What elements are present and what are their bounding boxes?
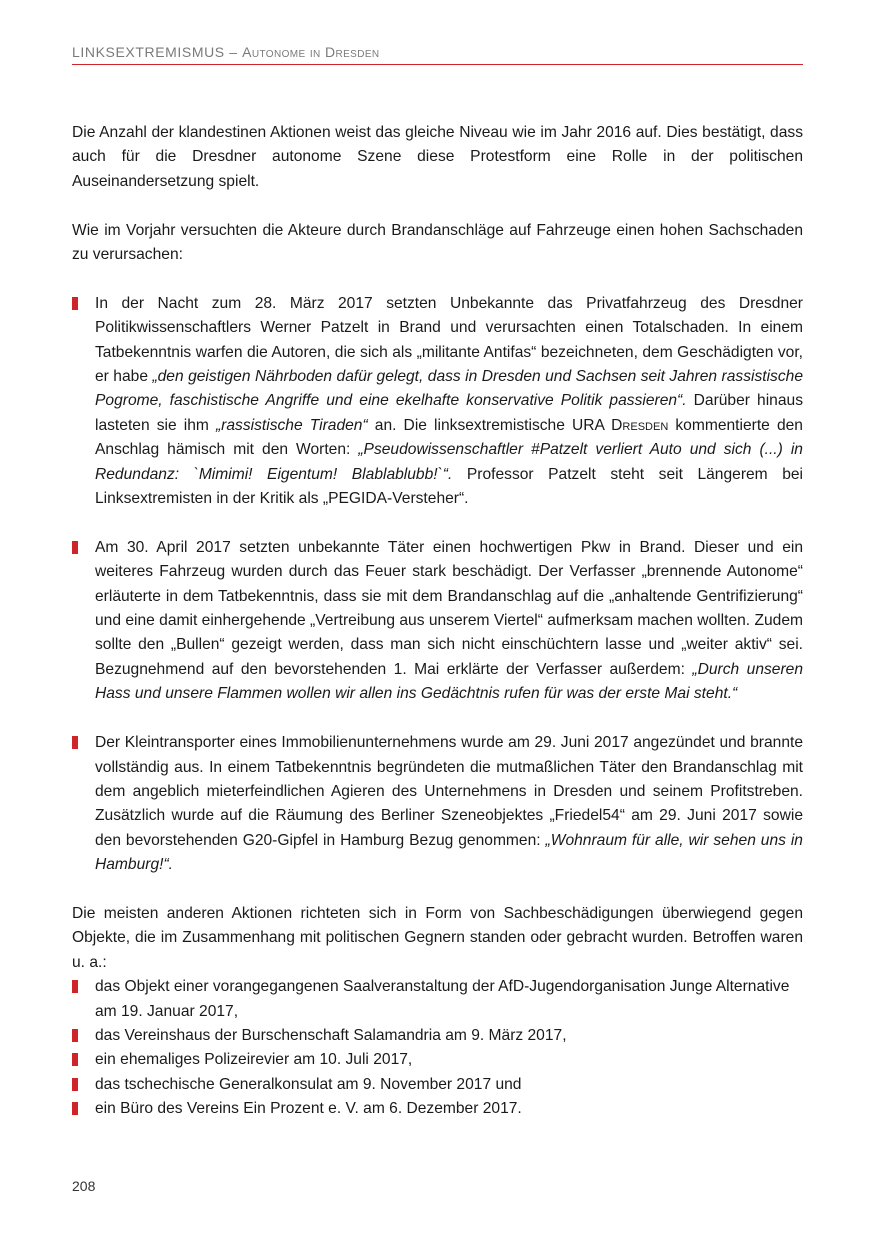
bullet-marker bbox=[72, 736, 78, 749]
incident-text: Am 30. April 2017 setzten unbekannte Täter einen hochwertigen Pkw in Brand. Dieser und ein weiteres Fahrzeug wurden durch das Feuer stark beschädigt. Der Verfasser „brennende Autonome“ erläuterte in dem Tatbekenntnis, dass sie mit dem Brandanschlag auf die „anhaltende Gentrifizierung“ und eine damit einhergehende „Vertreibung aus unserem Viertel“ aufmerksam machen wollten. Zudem sollte den „Bullen“ gezeigt werden, dass man sich nicht einschüchtern lasse und „weiter aktiv“ sei. Bezugnehmend auf den bevorstehenden 1. Mai erklärte der Verfasser außerdem: bbox=[95, 538, 803, 678]
incident-quote: „Durch unseren Hass und unsere Flammen wollen wir allen ins Gedächtnis rufen für was der erste Mai steht.“ bbox=[95, 660, 803, 703]
target-item bbox=[72, 1073, 803, 1097]
bullet-marker bbox=[72, 1102, 78, 1115]
incident-quote: „rassistische Tiraden“ bbox=[215, 416, 368, 434]
lead-paragraph: Wie im Vorjahr versuchten die Akteure durch Brandanschläge auf Fahrzeuge einen hohen Sachschaden zu verursachen: bbox=[72, 221, 803, 264]
intro-paragraph: Die Anzahl der klandestinen Aktionen weist das gleiche Niveau wie im Jahr 2016 auf. Dies bestätigt, dass auch für die Dresdner autonome Szene diese Protestform eine Rolle in der politischen Auseinandersetzung spielt. bbox=[72, 124, 803, 190]
target-text: das Objekt einer vorangegangenen Saalveranstaltung der AfD-Jugendorganisation Junge Alternative am 19. Januar 2017, bbox=[95, 978, 790, 1020]
target-item bbox=[72, 1024, 803, 1048]
target-item bbox=[72, 1097, 803, 1121]
incident-text: kommentierte den Anschlag hämisch mit den Worten: bbox=[95, 416, 803, 459]
bullet-marker bbox=[72, 541, 78, 554]
page-number: 208 bbox=[72, 1178, 96, 1194]
bullet-marker bbox=[72, 1078, 78, 1091]
header-rule bbox=[72, 64, 803, 65]
target-text: das Vereinshaus der Burschenschaft Salamandria am 9. März 2017, bbox=[95, 1026, 567, 1044]
running-header bbox=[72, 44, 803, 60]
bullet-marker bbox=[72, 1029, 78, 1042]
target-item bbox=[72, 1048, 803, 1072]
incident-item bbox=[72, 292, 803, 512]
header-section: Autonome in Dresden bbox=[242, 44, 380, 60]
incident-item bbox=[72, 536, 803, 707]
incident-text: Der Kleintransporter eines Immobilienunternehmens wurde am 29. Juni 2017 angezündet und brannte vollständig aus. In einem Tatbekenntnis begründeten die mutmaßlichen Täter den Brandanschlag mit dem angeblich mieterfeindlichen Agieren des Unternehmens in Dresden und seinem Profitstreben. Zusätzlich wurde auf die Räumung des Berliner Szeneobjektes „Friedel54“ am 29. Juni 2017 sowie den bevorstehenden G20-Gipfel in Hamburg Bezug genommen: bbox=[95, 734, 803, 849]
bullet-marker bbox=[72, 297, 78, 310]
incident-text: an. Die linksextremistische URA bbox=[367, 416, 612, 434]
target-text: das tschechische Generalkonsulat am 9. November 2017 und bbox=[95, 1075, 522, 1093]
bullet-marker bbox=[72, 1053, 78, 1066]
incident-quote: „den geistigen Nährboden dafür gelegt, dass in Dresden und Sachsen seit Jahren rassistische Pogrome, faschistische Angriffe und eine ekelhafte konservative Politik passieren“. bbox=[95, 368, 803, 410]
target-list bbox=[72, 975, 803, 1121]
header-separator: – bbox=[224, 44, 243, 60]
incident-text: Professor Patzelt steht seit Längerem bei Linksextremisten in der Kritik als „PEGIDA-Versteher“. bbox=[95, 465, 804, 508]
incident-item bbox=[72, 731, 803, 877]
incident-quote: „Pseudowissenschaftler #Patzelt verliert Auto und sich (...) in Redundanz: `Mimimi! Eigentum! Blablablubb!`“. bbox=[95, 441, 803, 483]
incident-list bbox=[72, 292, 803, 878]
target-item bbox=[72, 975, 803, 1024]
bullet-marker bbox=[72, 980, 78, 993]
incident-text: In der Nacht zum 28. März 2017 setzten Unbekannte das Privatfahrzeug des Dresdner Politikwissenschaftlers Werner Patzelt in Brand und verursachten einen Totalschaden. In einem Tatbekenntnis warfen die Autoren, die sich als „militante Antifas“ bezeichneten, dem Geschädigten vor, er habe bbox=[95, 294, 803, 386]
incident-text: Darüber hinaus lasteten sie ihm bbox=[95, 392, 803, 434]
target-text: ein ehemaliges Polizeirevier am 10. Juli 2017, bbox=[95, 1051, 413, 1069]
target-text: ein Büro des Vereins Ein Prozent e. V. am 6. Dezember 2017. bbox=[95, 1100, 522, 1118]
incident-quote: „Wohnraum für alle, wir sehen uns in Hamburg!“. bbox=[95, 831, 803, 874]
targets-intro-paragraph: Die meisten anderen Aktionen richteten sich in Form von Sachbeschädigungen überwiegend gegen Objekte, die im Zusammenhang mit politischen Gegnern standen oder gebracht wurden. Betroffen waren u. a.: bbox=[72, 904, 803, 971]
main-content bbox=[72, 121, 803, 1122]
incident-smallcaps: Dresden bbox=[611, 416, 669, 434]
header-title: LINKSEXTREMISMUS bbox=[72, 44, 225, 60]
